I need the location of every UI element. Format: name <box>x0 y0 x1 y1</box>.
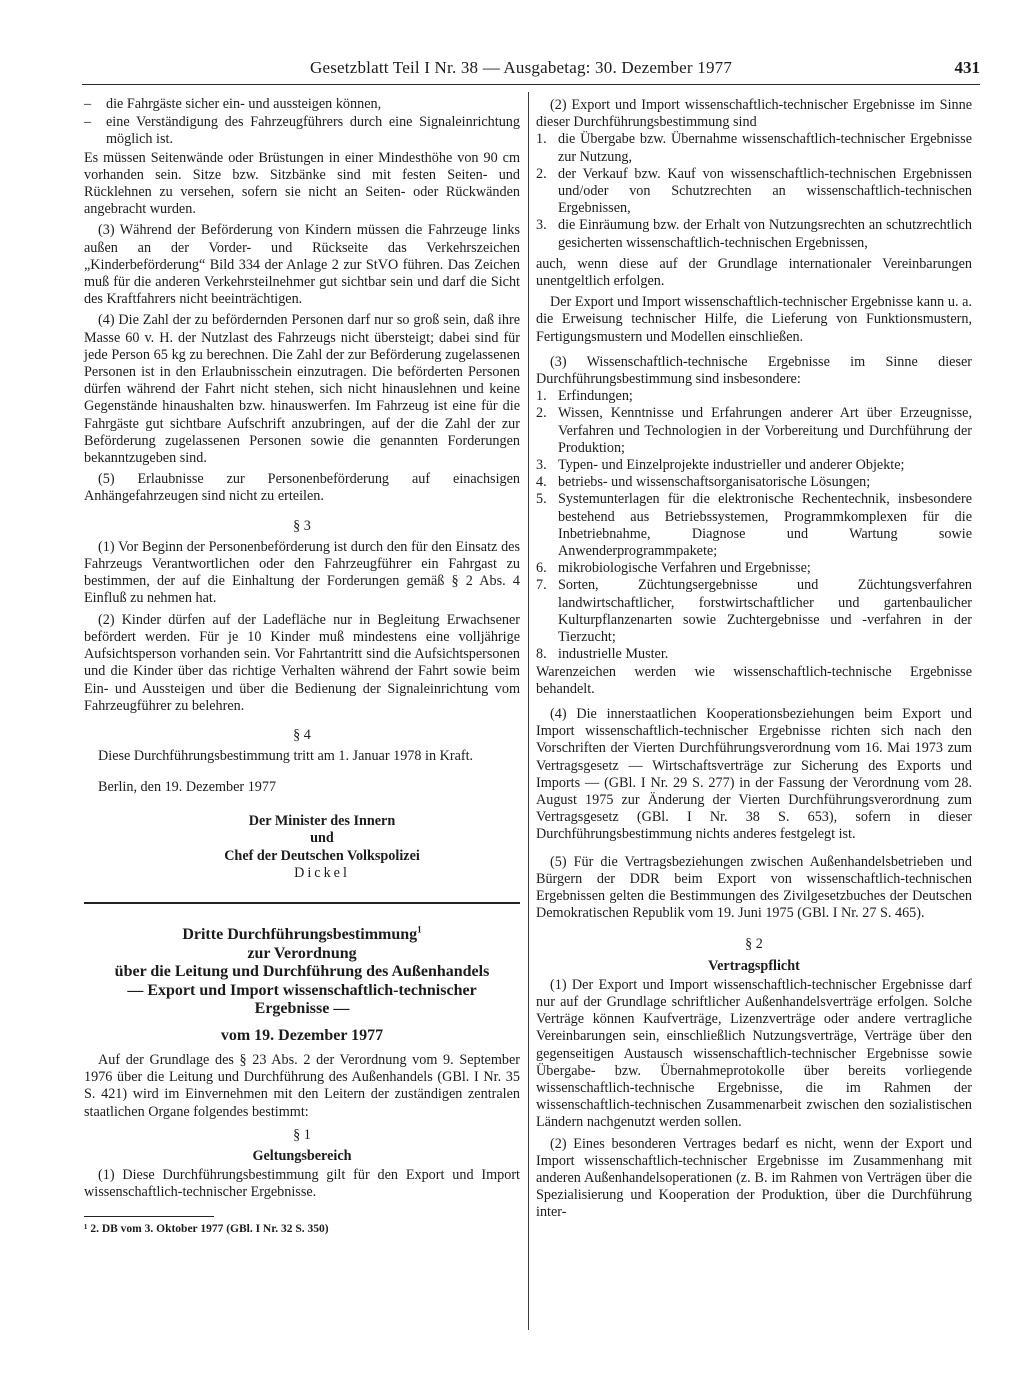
list-number: 8. <box>536 646 547 663</box>
document-separator <box>84 902 520 904</box>
page-number: 431 <box>954 58 980 77</box>
dash-item-text: die Fahrgäste sicher ein- und aussteigen können, <box>106 96 382 112</box>
title-line: zur Verordnung <box>247 944 357 962</box>
paragraph-4: (4) Die innerstaatlichen Kooperationsbeziehungen beim Export und Import wissenschaftlich-technischer Ergebnisse richten sich nach den Vorschriften der Vierten Durchführungsverordnung vom 16. Mai 1973 zum Vertragsgesetz — Wirtschaftsverträge zur Sicherung des Exports und Imports — (GBl. I Nr. 29 S. 277) in der Fassung der Verordnung vom 28. August 1975 zur Änderung der Vierten Durchführungsverordnung zum Vertragsgesetz (GBl. I Nr. 38 S. 653), sofern in dieser Durchführungsbestimmung nichts anderes festgelegt ist. <box>536 705 972 843</box>
list-number: 6. <box>536 560 547 577</box>
list-item <box>536 474 972 491</box>
list-text: betriebs- und wissenschaftsorganisatorische Lösungen; <box>558 474 871 491</box>
section-4-mark: § 4 <box>293 726 311 743</box>
footnote-rule <box>84 1216 214 1217</box>
section-2-mark: § 2 <box>745 936 763 953</box>
list-number: 3. <box>536 217 547 234</box>
paragraph-seitenwaende: Es müssen Seitenwände oder Brüstungen in einer Mindesthöhe von 90 cm vorhanden sein. Sitze bzw. Sitzbänke sind mit festen Seiten- und Rücklehnen zu versehen, sofern sie nicht an Seiten- oder Rückwänden angebracht wurden. <box>84 149 520 218</box>
section-3-mark: § 3 <box>293 517 311 534</box>
place-date: Berlin, den 19. Dezember 1977 <box>98 779 277 796</box>
preamble: Auf der Grundlage des § 23 Abs. 2 der Verordnung vom 9. September 1976 über die Leitung und Durchführung des Außenhandels (GBl. I Nr. 35 S. 421) wird im Einvernehmen mit den Leitern der zuständigen zentralen staatlichen Organe folgendes bestimmt: <box>84 1051 520 1120</box>
list-number: 7. <box>536 577 547 594</box>
list-item <box>536 491 972 560</box>
list-text: die Übergabe bzw. Übernahme wissenschaftlich-technischer Ergebnisse zur Nutzung, <box>558 131 972 165</box>
section-1-title: Geltungsbereich <box>252 1147 352 1164</box>
list-item <box>536 577 972 646</box>
list-text: industrielle Muster. <box>558 646 669 663</box>
list-number: 3. <box>536 457 547 474</box>
column-divider <box>528 92 529 1330</box>
paragraph-2-more: Der Export und Import wissenschaftlich-technischer Ergebnisse kann u. a. die Erweisung technischer Hilfe, die Lieferung von Funktionsmustern, Fertigungsmustern und Modellen einschließen. <box>536 294 972 345</box>
list-text: Erfindungen; <box>558 388 633 405</box>
title-line: über die Leitung und Durchführung des Außenhandels <box>114 963 490 981</box>
signature-name: Dickel <box>294 865 350 882</box>
section-3-paragraph-2: (2) Kinder dürfen auf der Ladefläche nur in Begleitung Erwachsener befördert werden. Für je 10 Kinder muß mindestens eine volljährige Aufsichtsperson vorhanden sein. Vor Fahrtantritt sind die Aufsichtspersonen und die Kinder über das richtige Verhalten während der Fahrt sowie beim Ein- und Aussteigen und über die Bedienung der Signaleinrichtung vom Fahrzeugführer zu belehren. <box>84 611 520 714</box>
section-4-paragraph: Diese Durchführungsbestimmung tritt am 1. Januar 1978 in Kraft. <box>98 748 474 765</box>
minister-line: Chef der Deutschen Volkspolizei <box>224 847 420 864</box>
footnote-marker: 1 <box>417 924 422 935</box>
list-item <box>536 131 972 165</box>
list-number: 1. <box>536 388 547 405</box>
header-rule <box>82 84 980 85</box>
list-text: Sorten, Züchtungsergebnisse und Züchtungsverfahren landwirtschaftlicher, forstwirtschaftlicher und gartenbaulicher Kulturpflanzenarten sowie Zuchtergebnisse und -verfahren in der Tierzucht; <box>558 577 972 646</box>
section-3-paragraph-1: (1) Vor Beginn der Personenbeförderung ist durch den für den Einsatz des Fahrzeugs Verantwortlichen oder den Fahrzeugführer ein Fahrgast zu bestimmen, der auf die Einhaltung der Forderungen gemäß § 2 Abs. 4 Einfluß zu nehmen hat. <box>84 538 520 607</box>
section-2-title: Vertragspflicht <box>708 957 800 974</box>
dash-item-text: eine Verständigung des Fahrzeugführers durch eine Signaleinrichtung möglich ist. <box>106 114 520 148</box>
title-line: Dritte Durchführungsbestimmung <box>182 926 418 944</box>
list-item <box>536 388 972 405</box>
section-2-paragraph-1: (1) Der Export und Import wissenschaftlich-technischer Ergebnisse darf nur auf der Grundlage schriftlicher Außenhandelsverträge erfolgen. Solche Verträge können Kaufverträge, Lizenzverträge oder andere vertragliche Vereinbarungen sein, einschließlich Nutzungsverträge, Verträge über den gegenseitigen Austausch wissenschaftlich-technischer Ergebnisse sowie Übergabe- bzw. Übernahmeprotokolle über bereits vorliegende wissenschaftlich-technische Ergebnisse, die im Rahmen der wissenschaftlich-technischen Zusammenarbeit zwischen den sozialistischen Ländern nachgenutzt werden sollen. <box>536 976 972 1131</box>
paragraph-3-after: Warenzeichen werden wie wissenschaftlich-technische Ergebnisse behandelt. <box>536 663 972 697</box>
page-header <box>82 58 980 82</box>
left-column <box>84 96 520 1238</box>
paragraph-5: (5) Für die Vertragsbeziehungen zwischen Außenhandelsbetrieben und Bürgern der DDR beim Export von wissenschaftlich-technischen Ergebnissen gelten die Bestimmungen des Zivilgesetzbuches der Deutschen Demokratischen Republik vom 19. Juni 1975 (GBl. I Nr. 27 S. 465). <box>536 853 972 922</box>
list-number: 5. <box>536 491 547 508</box>
list-item <box>536 166 972 218</box>
list-number: 2. <box>536 165 547 182</box>
list-text: Wissen, Kenntnisse und Erfahrungen anderer Art über Erzeugnisse, Verfahren und Technologien in der Vorbereitung und Durchführung der Produktion; <box>558 405 972 456</box>
list-item: – die Fahrgäste sicher ein- und aussteigen können, <box>84 96 520 113</box>
document-title <box>84 926 520 1019</box>
section-2-paragraph-2: (2) Eines besonderen Vertrages bedarf es nicht, wenn der Export und Import wissenschaftlich-technischer Ergebnisse im Zusammenhang mit anderen Außenhandelsoperationen (z. B. im Rahmen von Verträgen über die Spezialisierung und Kooperation der Produktion, über die Durchführung inter- <box>536 1135 972 1221</box>
minister-block <box>124 813 520 866</box>
paragraph-3: (3) Während der Beförderung von Kindern müssen die Fahrzeuge links außen an der Vorder- und Rückseite das Verkehrszeichen „Kinderbeförderung“ Bild 334 der Anlage 2 zur StVO führen. Das Zeichen muß für die anderen Verkehrsteilnehmer gut sichtbar sein und darf die Sicht des Kraftfahrers nicht beeinträchtigen. <box>84 222 520 308</box>
list-item <box>536 560 972 577</box>
list-number: 4. <box>536 474 547 491</box>
gazette-header-title: Gesetzblatt Teil I Nr. 38 — Ausgabetag: 30. Dezember 1977 <box>310 58 733 77</box>
list-item: – eine Verständigung des Fahrzeugführers durch eine Signaleinrichtung möglich ist. <box>84 114 520 148</box>
section-1-mark: § 1 <box>293 1126 311 1143</box>
title-line: Ergebnisse — <box>254 1000 350 1018</box>
list-item <box>536 405 972 457</box>
title-line: — Export und Import wissenschaftlich-technischer <box>127 981 477 999</box>
list-number: 1. <box>536 131 547 148</box>
minister-line: und <box>310 830 334 847</box>
document-date: vom 19. Dezember 1977 <box>220 1026 384 1044</box>
right-column <box>536 97 972 1226</box>
list-item <box>536 457 972 474</box>
section-1-paragraph-1: (1) Diese Durchführungsbestimmung gilt für den Export und Import wissenschaftlich-technischer Ergebnisse. <box>84 1167 520 1201</box>
list-text: Systemunterlagen für die elektronische Rechentechnik, insbesondere bestehend aus Betriebssystemen, Programmkomplexen für die Inbetriebnahme, Diagnose und Wartung sowie Anwenderprogrammpakete; <box>558 491 972 560</box>
list-number: 2. <box>536 405 547 422</box>
minister-line: Der Minister des Innern <box>248 812 396 829</box>
list-text: Typen- und Einzelprojekte industrieller und anderer Objekte; <box>558 457 905 474</box>
paragraph-3-intro: (3) Wissenschaftlich-technische Ergebnisse im Sinne dieser Durchführungsbestimmung sind insbesondere: <box>536 353 972 388</box>
paragraph-2-intro: (2) Export und Import wissenschaftlich-technischer Ergebnisse im Sinne dieser Durchführungsbestimmung sind <box>536 97 972 131</box>
list-item <box>536 217 972 251</box>
paragraph-5: (5) Erlaubnisse zur Personenbeförderung auf einachsigen Anhängefahrzeugen sind nicht zu erteilen. <box>84 471 520 505</box>
list-item <box>536 646 972 663</box>
list-text: mikrobiologische Verfahren und Ergebnisse; <box>558 560 811 577</box>
footnote: ¹ 2. DB vom 3. Oktober 1977 (GBl. I Nr. 32 S. 350) <box>84 1222 329 1235</box>
paragraph-2-after: auch, wenn diese auf der Grundlage internationaler Vereinbarungen unentgeltlich erfolgen. <box>536 255 972 290</box>
paragraph-4: (4) Die Zahl der zu befördernden Personen darf nur so groß sein, daß ihre Masse 60 v. H. der Nutzlast des Fahrzeugs nicht übersteigt; dabei sind für jede Person 65 kg zu berechnen. Die Zahl der zur Beförderung zugelassenen Personen ist in den Erlaubnisschein einzutragen. Die beförderten Personen dürfen während der Fahrt nicht stehen, sich nicht hinauslehnen und keine Gegenstände hinaushalten bzw. hinauswerfen. Im Fahrzeug ist eine für die Fahrgäste gut sichtbare Aufschrift anzubringen, auf der die Zahl der zur Beförderung zugelassenen Personen sowie die genannten Forderungen bekanntzugeben sind. <box>84 312 520 467</box>
list-text: der Verkauf bzw. Kauf von wissenschaftlich-technischen Ergebnissen und/oder von Schutzrechten an wissenschaftlich-technischen Ergebnissen, <box>558 165 972 217</box>
list-text: die Einräumung bzw. der Erhalt von Nutzungsrechten an schutzrechtlich gesicherten wissenschaftlich-technischen Ergebnissen, <box>558 217 972 251</box>
